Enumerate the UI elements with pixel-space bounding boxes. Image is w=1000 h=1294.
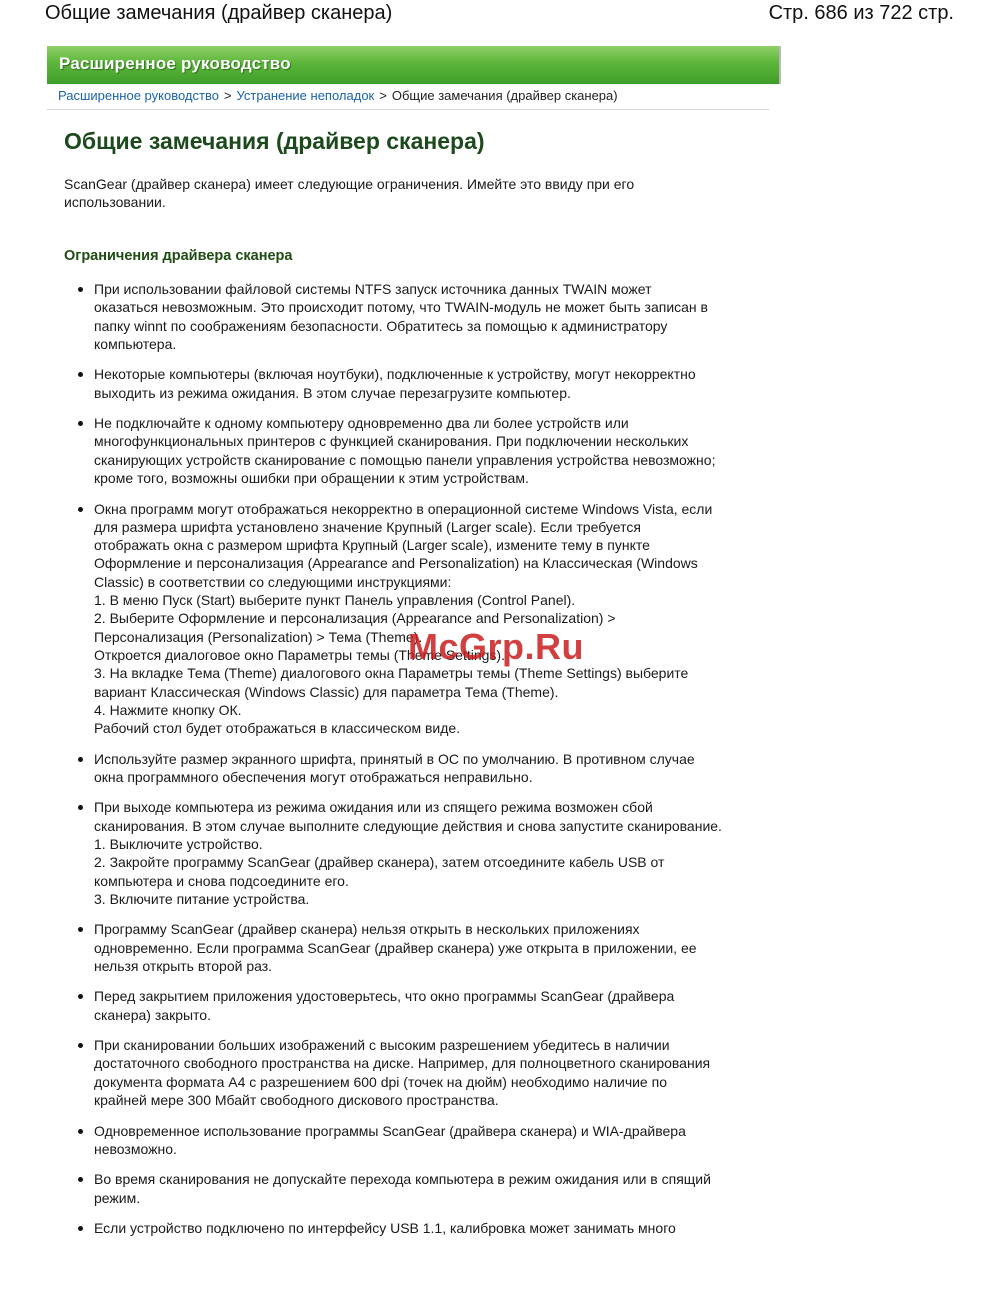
list-item-line: сканирования. В этом случае выполните следующие действия и снова запустите сканирование.: [94, 817, 722, 834]
list-item: [94, 500, 784, 738]
list-item-line: 3. Включите питание устройства.: [94, 890, 310, 907]
intro-line: использовании.: [64, 194, 166, 210]
list-item-line: При сканировании больших изображений с высоким разрешением убедитесь в наличии: [94, 1037, 670, 1054]
list-item-line: документа формата A4 с разрешением 600 dpi (точек на дюйм) необходимо наличие по: [94, 1073, 667, 1090]
list-item-line: Откроется диалоговое окно Параметры темы (Theme Settings).: [94, 646, 505, 663]
list-item-line: Рабочий стол будет отображаться в классическом виде.: [94, 720, 461, 737]
list-item-line: Во время сканирования не допускайте перехода компьютера в режим ожидания или в спящий: [94, 1171, 711, 1188]
list-item-line: Если устройство подключено по интерфейсу USB 1.1, калибровка может занимать много: [94, 1220, 676, 1237]
list-item: [94, 798, 784, 908]
list-item-line: невозможно.: [94, 1140, 177, 1157]
list-item-line: Одновременное использование программы ScanGear (драйвера сканера) и WIA-драйвера: [94, 1122, 686, 1139]
list-item-line: для размера шрифта установлено значение Крупный (Larger scale). Если требуется: [94, 518, 641, 535]
list-item: [94, 280, 784, 353]
list-item-line: кроме того, возможны ошибки при обращении к этим устройствам.: [94, 470, 529, 487]
list-item-line: При использовании файловой системы NTFS запуск источника данных TWAIN может: [94, 281, 652, 297]
list-item: [94, 1036, 784, 1109]
breadcrumb-link-advanced-guide[interactable]: Расширенное руководство: [58, 88, 219, 103]
list-item-line: Персонализация (Personalization) > Тема (Theme).: [94, 628, 423, 645]
list-item-line: Оформление и персонализация (Appearance and Personalization) на Классическая (Windows: [94, 555, 698, 572]
breadcrumb-divider: [47, 109, 769, 110]
breadcrumb: [58, 88, 618, 103]
page-title: Общие замечания (драйвер сканера): [64, 128, 485, 154]
list-item-line: компьютера.: [94, 335, 177, 352]
list-item-line: Программу ScanGear (драйвер сканера) нельзя открыть в нескольких приложениях: [94, 921, 640, 938]
list-item: [94, 1219, 784, 1237]
list-item: [94, 414, 784, 487]
list-item: [94, 750, 784, 787]
list-item-line: Перед закрытием приложения удостоверьтесь, что окно программы ScanGear (драйвера: [94, 988, 675, 1005]
list-item-line: выходить из режима ожидания. В этом случае перезагрузите компьютер.: [94, 384, 571, 401]
list-item: [94, 920, 784, 975]
list-item-line: отображать окна с размером шрифта Крупный (Larger scale), измените тему в пункте: [94, 537, 650, 554]
breadcrumb-separator: >: [223, 88, 232, 103]
list-item: [94, 1170, 784, 1207]
list-item-line: окна программного обеспечения могут отображаться неправильно.: [94, 768, 533, 785]
list-item-line: Окна программ могут отображаться некорректно в операционной системе Windows Vista, если: [94, 500, 713, 517]
list-item-line: 2. Закройте программу ScanGear (драйвер сканера), затем отсоедините кабель USB от: [94, 854, 665, 871]
breadcrumb-link-troubleshooting[interactable]: Устранение неполадок: [236, 88, 375, 103]
list-item-line: Не подключайте к одному компьютеру одновременно два ли более устройств или: [94, 415, 629, 432]
list-item: [94, 365, 784, 402]
list-item-line: крайней мере 300 Мбайт свободного дискового пространства.: [94, 1092, 499, 1109]
list-item-line: 1. Выключите устройство.: [94, 835, 263, 852]
section-heading: Ограничения драйвера сканера: [64, 248, 293, 264]
document-header-title: Общие замечания (драйвер сканера): [45, 2, 393, 24]
intro-paragraph: [64, 175, 724, 211]
page-header: [0, 0, 1000, 34]
watermark: McGrp.Ru: [408, 626, 585, 667]
list-item-line: режим.: [94, 1189, 141, 1206]
page-number-indicator: Стр. 686 из 722 стр.: [768, 2, 954, 24]
list-item: [94, 987, 784, 1024]
list-item-line: оказаться невозможным. Это происходит потому, что TWAIN-модуль не может быть записан в: [94, 299, 708, 316]
list-item-line: Classic) в соответствии со следующими инструкциями:: [94, 573, 452, 590]
list-item-line: При выходе компьютера из режима ожидания или из спящего режима возможен сбой: [94, 799, 653, 816]
list-item-line: 1. В меню Пуск (Start) выберите пункт Панель управления (Control Panel).: [94, 592, 576, 609]
list-item: [94, 1122, 784, 1159]
list-item-line: папку winnt по соображениям безопасности. Обратитесь за помощью к администратору: [94, 317, 668, 334]
list-item-line: одновременно. Если программа ScanGear (драйвер сканера) уже открыта в приложении, ее: [94, 939, 697, 956]
breadcrumb-separator: >: [379, 88, 387, 103]
intro-line: ScanGear (драйвер сканера) имеет следующие ограничения. Имейте это ввиду при его: [64, 176, 635, 192]
list-item-line: сканера) закрыто.: [94, 1006, 211, 1023]
list-item-line: нельзя открыть второй раз.: [94, 957, 273, 974]
list-item-line: Используйте размер экранного шрифта, принятый в ОС по умолчанию. В противном случае: [94, 750, 695, 767]
list-item-line: сканирующих устройств сканирование с помощью панели управления устройства невозможно;: [94, 451, 716, 468]
list-item-line: 3. На вкладке Тема (Theme) диалогового окна Параметры темы (Theme Settings) выберите: [94, 665, 689, 682]
list-item-line: многофункциональных принтеров с функцией сканирования. При подключении нескольких: [94, 433, 689, 450]
list-item-line: 2. Выберите Оформление и персонализация (Appearance and Personalization) >: [94, 610, 616, 627]
breadcrumb-current: Общие замечания (драйвер сканера): [391, 88, 618, 103]
list-item-line: Некоторые компьютеры (включая ноутбуки), подключенные к устройству, могут некорректно: [94, 366, 696, 383]
list-item-line: 4. Нажмите кнопку ОК.: [94, 701, 242, 718]
list-item-line: достаточного свободного пространства на диске. Например, для полноцветного сканирования: [94, 1055, 711, 1072]
list-item-line: компьютера и снова подсоедините его.: [94, 872, 349, 889]
banner-title: Расширенное руководство: [59, 54, 291, 73]
list-item-line: вариант Классическая (Windows Classic) для параметра Тема (Theme).: [94, 683, 559, 700]
guide-banner: [47, 46, 781, 84]
limitations-list: [94, 280, 784, 1250]
